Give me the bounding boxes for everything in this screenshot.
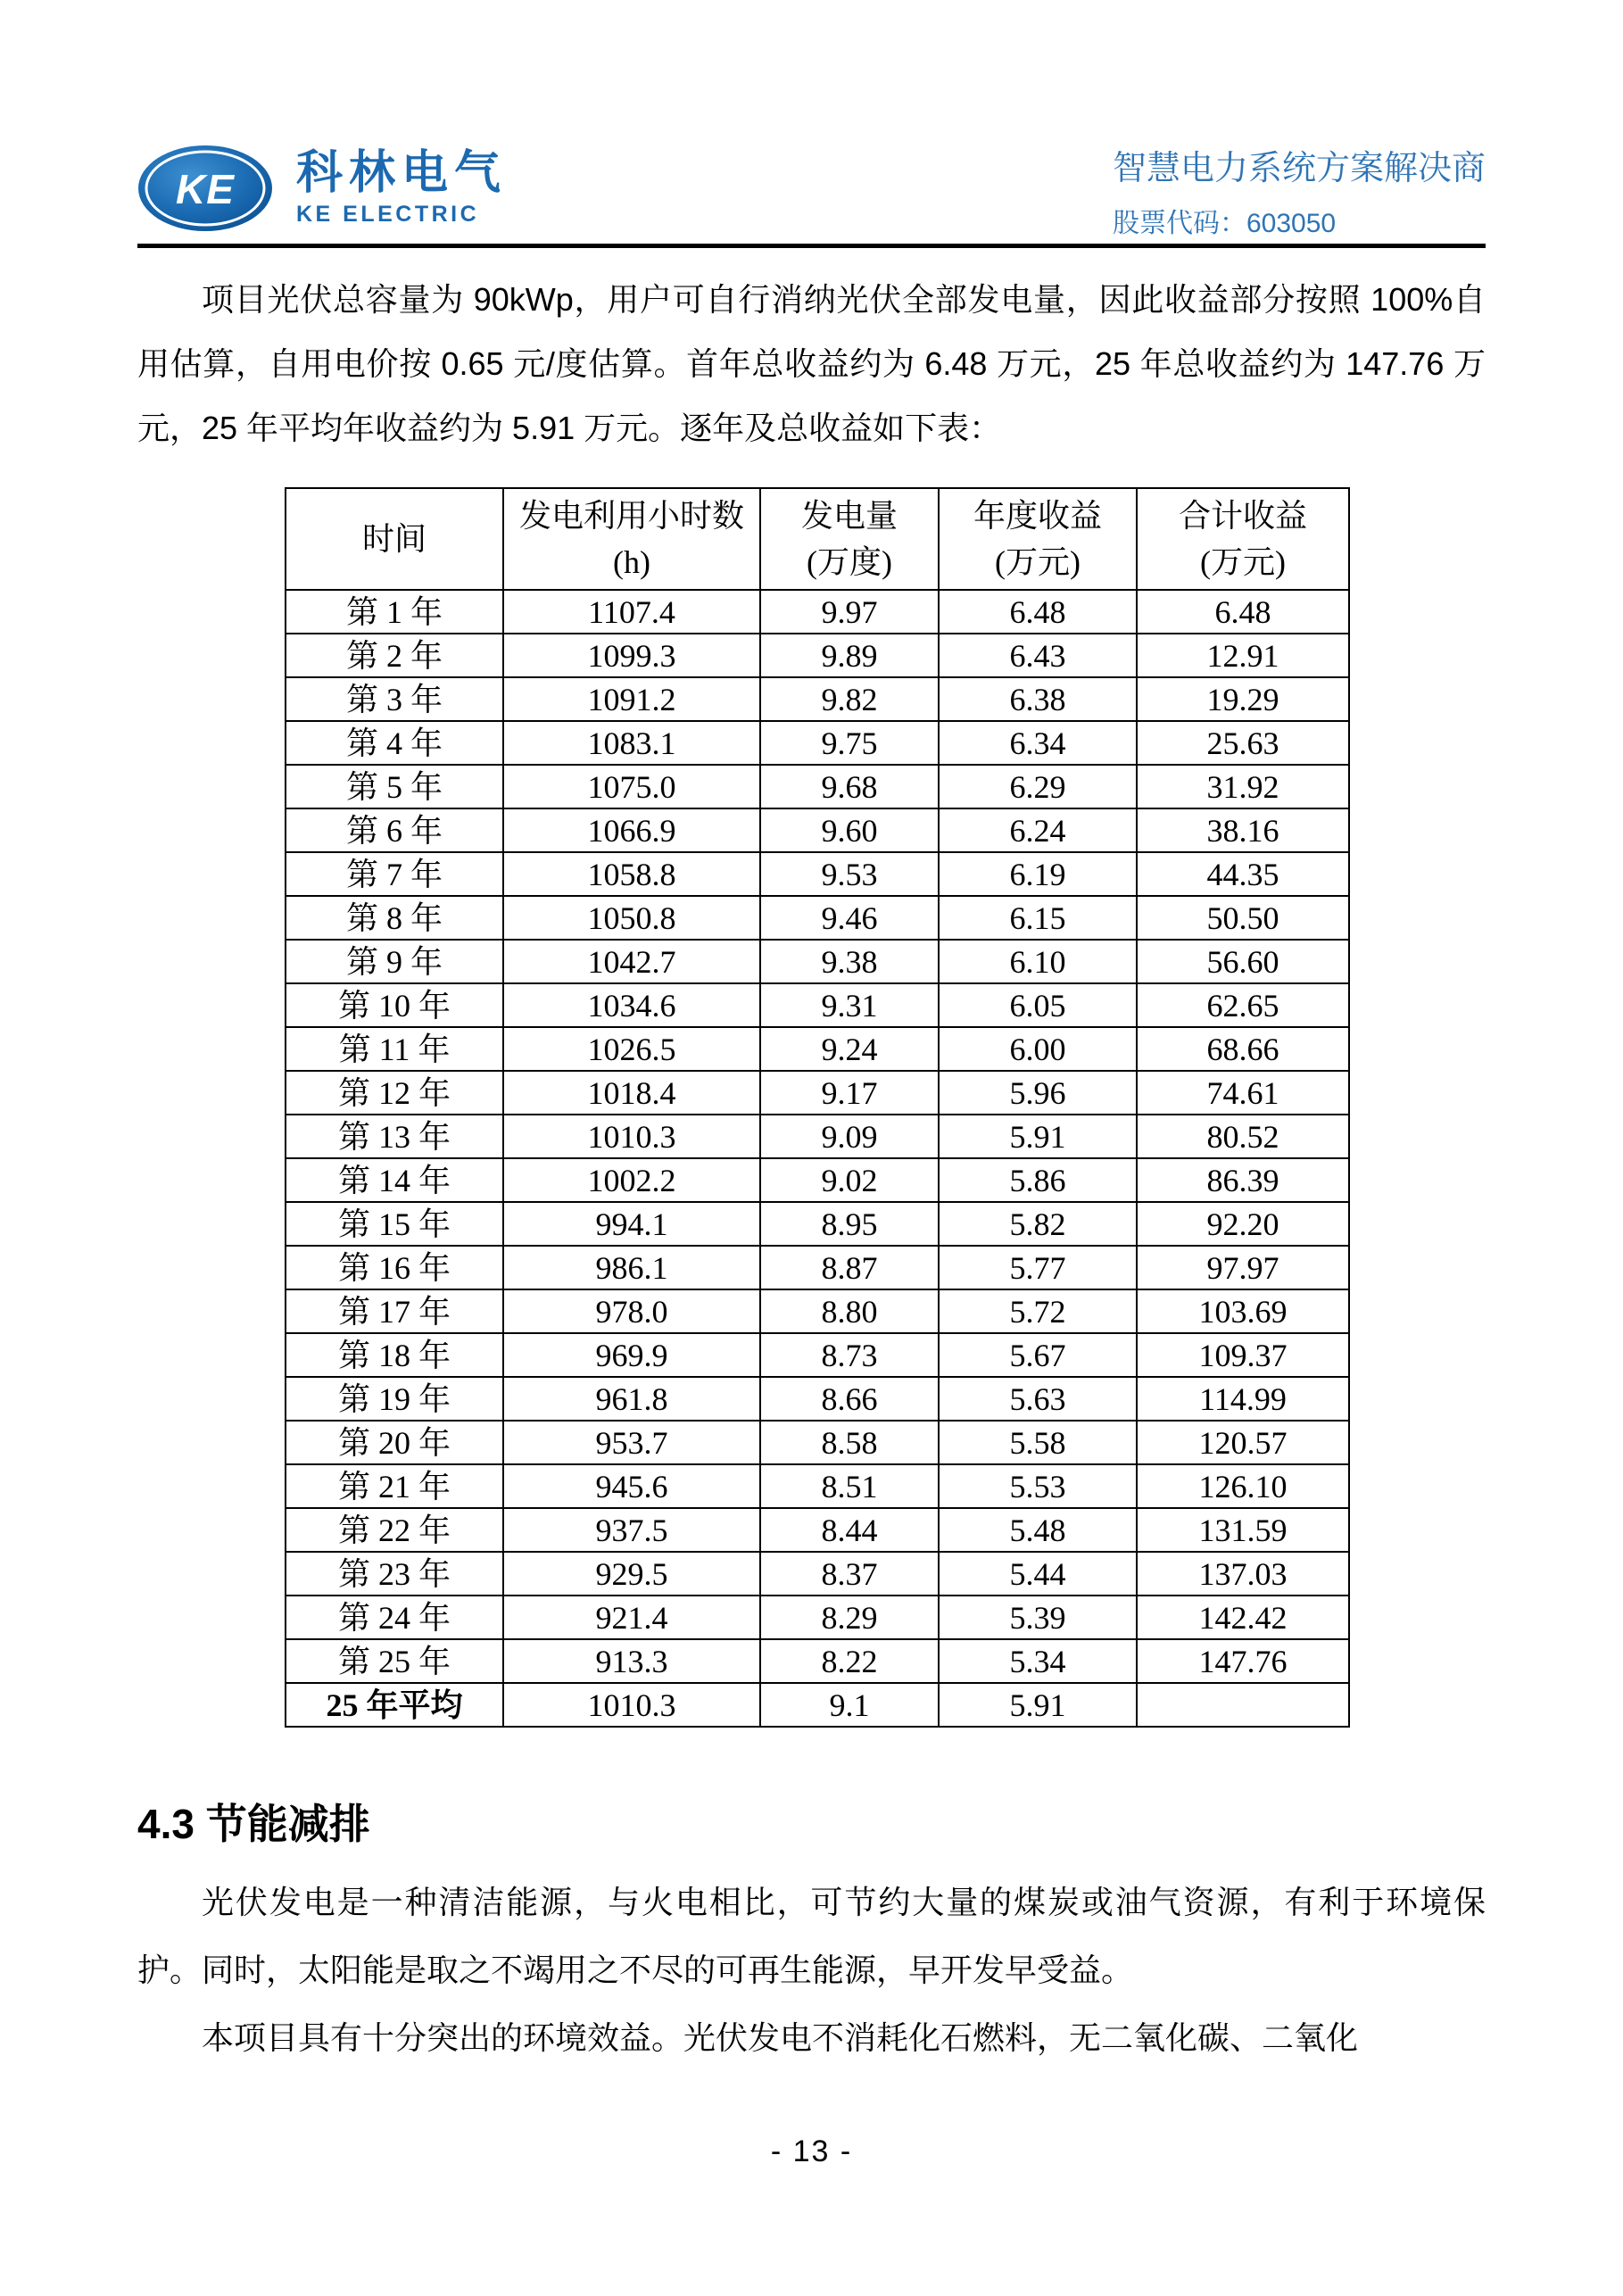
table-cell: 9.17	[760, 1071, 939, 1115]
table-row	[286, 1464, 1349, 1508]
table-row	[286, 721, 1349, 765]
table-cell: 8.37	[760, 1552, 939, 1596]
table-cell: 第 2 年	[286, 634, 503, 677]
table-cell: 9.24	[760, 1027, 939, 1071]
section-heading: 4.3 节能减排	[137, 1801, 370, 1847]
table-cell: 9.46	[760, 896, 939, 940]
table-row	[286, 852, 1349, 896]
table-row	[286, 983, 1349, 1027]
table-cell: 第 19 年	[286, 1377, 503, 1421]
table-cell: 56.60	[1137, 940, 1349, 983]
table-cell: 1075.0	[503, 765, 760, 808]
table-cell: 第 10 年	[286, 983, 503, 1027]
table-cell: 5.63	[939, 1377, 1137, 1421]
revenue-table-body	[286, 590, 1349, 1727]
table-cell: 1066.9	[503, 808, 760, 852]
table-row	[286, 896, 1349, 940]
table-cell: 第 20 年	[286, 1421, 503, 1464]
table-cell: 6.19	[939, 852, 1137, 896]
table-cell: 5.67	[939, 1333, 1137, 1377]
table-cell: 1058.8	[503, 852, 760, 896]
table-cell: 9.89	[760, 634, 939, 677]
table-cell: 第 15 年	[286, 1202, 503, 1246]
table-cell: 8.73	[760, 1333, 939, 1377]
table-cell: 第 4 年	[286, 721, 503, 765]
table-row	[286, 1027, 1349, 1071]
table-cell: 1026.5	[503, 1027, 760, 1071]
table-row	[286, 1115, 1349, 1158]
table-cell: 6.00	[939, 1027, 1137, 1071]
table-cell: 5.82	[939, 1202, 1137, 1246]
table-cell: 第 13 年	[286, 1115, 503, 1158]
table-cell: 6.34	[939, 721, 1137, 765]
table-cell: 6.10	[939, 940, 1137, 983]
table-cell: 第 18 年	[286, 1333, 503, 1377]
section-paragraph-1: 光伏发电是一种清洁能源，与火电相比，可节约大量的煤炭或油气资源，有利于环境保护。同时，太阳能是取之不竭用之不尽的可再生能源，早开发早受益。	[137, 1884, 1486, 1988]
table-cell: 8.95	[760, 1202, 939, 1246]
table-cell: 9.02	[760, 1158, 939, 1202]
table-row	[286, 1421, 1349, 1464]
stock-code: 股票代码：603050	[1112, 208, 1337, 238]
table-cell: 1042.7	[503, 940, 760, 983]
table-cell: 74.61	[1137, 1071, 1349, 1115]
header-rule	[137, 244, 1486, 248]
section-paragraph-2: 本项目具有十分突出的环境效益。光伏发电不消耗化石燃料，无二氧化碳、二氧化	[202, 2019, 1359, 2056]
table-cell: 953.7	[503, 1421, 760, 1464]
table-cell: 5.48	[939, 1508, 1137, 1552]
page-header	[137, 0, 1486, 236]
table-cell: 86.39	[1137, 1158, 1349, 1202]
table-cell: 131.59	[1137, 1508, 1349, 1552]
table-cell: 8.44	[760, 1508, 939, 1552]
table-cell: 第 14 年	[286, 1158, 503, 1202]
table-cell: 92.20	[1137, 1202, 1349, 1246]
table-cell: 9.68	[760, 765, 939, 808]
table-cell: 68.66	[1137, 1027, 1349, 1071]
table-cell: 961.8	[503, 1377, 760, 1421]
table-cell: 142.42	[1137, 1596, 1349, 1639]
table-cell: 1034.6	[503, 983, 760, 1027]
table-cell: 9.31	[760, 983, 939, 1027]
column-header-utilization-hours: 发电利用小时数 (h)	[503, 488, 760, 590]
brand-name-cn: 科林电气	[296, 146, 508, 199]
table-cell: 44.35	[1137, 852, 1349, 896]
table-cell: 8.51	[760, 1464, 939, 1508]
table-cell: 25 年平均	[286, 1683, 503, 1727]
revenue-table-header	[286, 488, 1349, 590]
table-cell: 5.86	[939, 1158, 1137, 1202]
table-row	[286, 1508, 1349, 1552]
table-cell: 1083.1	[503, 721, 760, 765]
table-header-row	[286, 488, 1349, 590]
table-cell: 1099.3	[503, 634, 760, 677]
table-row	[286, 1333, 1349, 1377]
table-cell: 5.77	[939, 1246, 1137, 1289]
header-right-block	[1113, 145, 1486, 240]
table-row	[286, 1552, 1349, 1596]
table-cell: 5.34	[939, 1639, 1137, 1683]
table-cell: 5.72	[939, 1289, 1137, 1333]
table-row	[286, 590, 1349, 634]
table-cell: 9.75	[760, 721, 939, 765]
table-cell: 921.4	[503, 1596, 760, 1639]
table-cell: 120.57	[1137, 1421, 1349, 1464]
table-cell: 第 3 年	[286, 677, 503, 721]
table-cell: 6.24	[939, 808, 1137, 852]
brand-text	[296, 146, 508, 228]
column-header-total-revenue: 合计收益 (万元)	[1137, 488, 1349, 590]
table-cell: 6.15	[939, 896, 1137, 940]
table-cell: 第 21 年	[286, 1464, 503, 1508]
table-cell: 第 5 年	[286, 765, 503, 808]
table-cell: 9.38	[760, 940, 939, 983]
table-cell: 第 11 年	[286, 1027, 503, 1071]
table-cell: 978.0	[503, 1289, 760, 1333]
table-cell: 9.53	[760, 852, 939, 896]
table-cell: 第 25 年	[286, 1639, 503, 1683]
table-cell: 第 12 年	[286, 1071, 503, 1115]
table-cell: 8.22	[760, 1639, 939, 1683]
brand-name-en: KE ELECTRIC	[296, 202, 480, 228]
table-cell: 1091.2	[503, 677, 760, 721]
table-row	[286, 940, 1349, 983]
table-cell: 62.65	[1137, 983, 1349, 1027]
table-cell: 97.97	[1137, 1246, 1349, 1289]
page-number: - 13 -	[770, 2134, 853, 2168]
column-header-annual-revenue: 年度收益 (万元)	[939, 488, 1137, 590]
table-cell: 6.48	[1137, 590, 1349, 634]
table-row	[286, 634, 1349, 677]
table-cell: 6.38	[939, 677, 1137, 721]
table-cell: 第 22 年	[286, 1508, 503, 1552]
table-row	[286, 1596, 1349, 1639]
table-row	[286, 1289, 1349, 1333]
table-cell: 937.5	[503, 1508, 760, 1552]
table-cell: 9.1	[760, 1683, 939, 1727]
table-cell: 9.09	[760, 1115, 939, 1158]
table-cell: 109.37	[1137, 1333, 1349, 1377]
table-summary-row	[286, 1683, 1349, 1727]
table-cell: 969.9	[503, 1333, 760, 1377]
revenue-table	[285, 487, 1350, 1728]
table-cell: 38.16	[1137, 808, 1349, 852]
ke-logo-icon	[137, 145, 273, 232]
table-cell: 114.99	[1137, 1377, 1349, 1421]
table-cell: 6.43	[939, 634, 1137, 677]
table-cell: 1010.3	[503, 1683, 760, 1727]
table-cell: 103.69	[1137, 1289, 1349, 1333]
table-cell: 第 16 年	[286, 1246, 503, 1289]
table-cell: 9.97	[760, 590, 939, 634]
table-cell: 12.91	[1137, 634, 1349, 677]
table-cell: 8.80	[760, 1289, 939, 1333]
table-cell: 5.96	[939, 1071, 1137, 1115]
brand-block	[137, 145, 507, 232]
table-row	[286, 1158, 1349, 1202]
table-cell: 19.29	[1137, 677, 1349, 721]
table-row	[286, 1071, 1349, 1115]
table-cell: 第 17 年	[286, 1289, 503, 1333]
table-cell: 5.91	[939, 1115, 1137, 1158]
company-tagline: 智慧电力系统方案解决商	[1112, 150, 1486, 187]
table-cell: 6.05	[939, 983, 1137, 1027]
table-cell: 9.60	[760, 808, 939, 852]
table-cell: 1010.3	[503, 1115, 760, 1158]
table-row	[286, 765, 1349, 808]
table-cell: 8.66	[760, 1377, 939, 1421]
table-cell: 1107.4	[503, 590, 760, 634]
column-header-time: 时间	[286, 488, 503, 590]
table-row	[286, 1246, 1349, 1289]
table-cell: 第 7 年	[286, 852, 503, 896]
table-row	[286, 1377, 1349, 1421]
table-cell: 第 8 年	[286, 896, 503, 940]
table-cell: 第 6 年	[286, 808, 503, 852]
table-cell: 5.39	[939, 1596, 1137, 1639]
table-cell: 5.58	[939, 1421, 1137, 1464]
table-cell: 1018.4	[503, 1071, 760, 1115]
table-cell: 80.52	[1137, 1115, 1349, 1158]
table-cell: 8.58	[760, 1421, 939, 1464]
svg-text:KE: KE	[176, 166, 235, 212]
table-cell: 913.3	[503, 1639, 760, 1683]
column-header-generation: 发电量 (万度)	[760, 488, 939, 590]
table-cell: 126.10	[1137, 1464, 1349, 1508]
table-cell: 1002.2	[503, 1158, 760, 1202]
table-cell	[1137, 1683, 1349, 1727]
table-cell: 第 23 年	[286, 1552, 503, 1596]
table-cell: 5.44	[939, 1552, 1137, 1596]
table-row	[286, 1639, 1349, 1683]
table-row	[286, 677, 1349, 721]
table-cell: 5.91	[939, 1683, 1137, 1727]
table-cell: 6.48	[939, 590, 1137, 634]
table-cell: 第 9 年	[286, 940, 503, 983]
table-cell: 8.87	[760, 1246, 939, 1289]
table-cell: 8.29	[760, 1596, 939, 1639]
table-cell: 50.50	[1137, 896, 1349, 940]
table-cell: 137.03	[1137, 1552, 1349, 1596]
table-cell: 929.5	[503, 1552, 760, 1596]
table-cell: 945.6	[503, 1464, 760, 1508]
table-row	[286, 1202, 1349, 1246]
intro-paragraph: 项目光伏总容量为 90kWp，用户可自行消纳光伏全部发电量，因此收益部分按照 100%自用估算，自用电价按 0.65 元/度估算。首年总收益约为 6.48 万元，25 年总收益约为 147.76 万元，25 年平均年收益约为 5.91 万元。逐年及总收益如下表：	[137, 281, 1486, 446]
table-cell: 6.29	[939, 765, 1137, 808]
table-cell: 994.1	[503, 1202, 760, 1246]
table-cell: 147.76	[1137, 1639, 1349, 1683]
table-cell: 31.92	[1137, 765, 1349, 808]
table-cell: 25.63	[1137, 721, 1349, 765]
table-cell: 1050.8	[503, 896, 760, 940]
table-cell: 9.82	[760, 677, 939, 721]
table-row	[286, 808, 1349, 852]
table-cell: 第 24 年	[286, 1596, 503, 1639]
table-cell: 5.53	[939, 1464, 1137, 1508]
table-cell: 第 1 年	[286, 590, 503, 634]
table-cell: 986.1	[503, 1246, 760, 1289]
